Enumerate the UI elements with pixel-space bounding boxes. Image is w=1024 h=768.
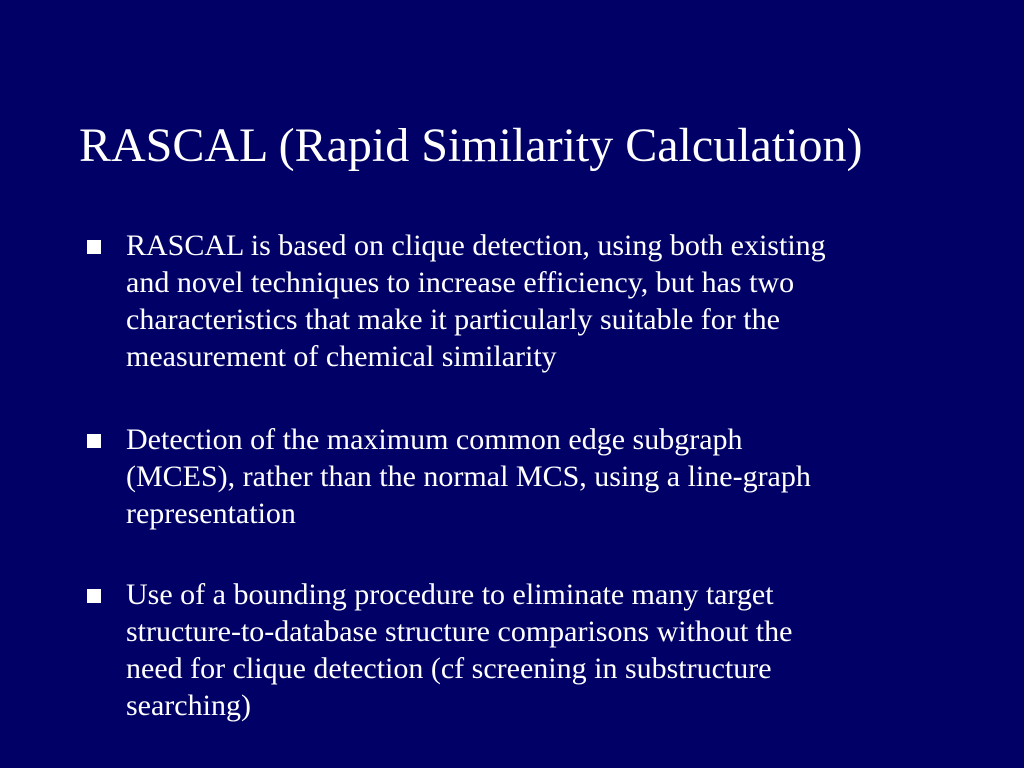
bullet-line: and novel techniques to increase efficiency, but has two [126,266,795,299]
square-bullet-icon [87,240,101,254]
bullet-line: searching) [126,689,251,722]
bullet-text [126,576,956,724]
square-bullet-icon [87,589,101,603]
bullet-line: Detection of the maximum common edge subgraph [126,423,743,456]
slide-title: RASCAL (Rapid Similarity Calculation) [79,119,863,172]
bullet-line: (MCES), rather than the normal MCS, using a line-graph [126,460,811,493]
bullet-line: representation [126,497,296,530]
bullet-line: measurement of chemical similarity [126,340,557,373]
bullet-line: need for clique detection (cf screening in substructure [126,652,772,685]
bullet-text [126,421,956,532]
bullet-line: characteristics that make it particularly suitable for the [126,303,780,336]
bullet-line: Use of a bounding procedure to eliminate many target [126,578,774,611]
bullet-line: RASCAL is based on clique detection, using both existing [126,229,826,262]
bullet-line: structure-to-database structure comparisons without the [126,615,793,648]
bullet-text [126,227,956,375]
square-bullet-icon [87,434,101,448]
